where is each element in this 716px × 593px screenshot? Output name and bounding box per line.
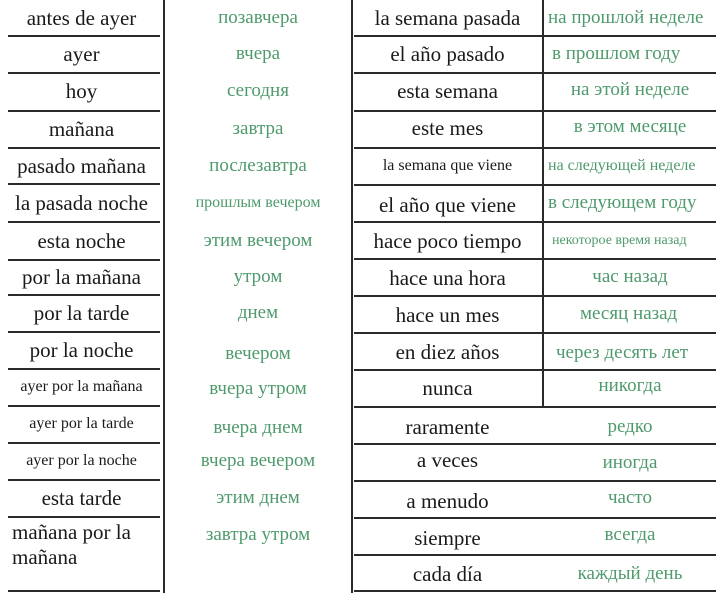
left-ru-cell: позавчера xyxy=(218,7,298,28)
right-es-cell: raramente xyxy=(405,414,490,439)
left-ru-cell: завтра xyxy=(232,118,284,139)
divider-horizontal xyxy=(8,110,160,112)
left-es-cell: la pasada noche xyxy=(15,190,148,215)
left-es-cell: ayer por la mañana xyxy=(20,378,143,395)
left-ru-cell: вчера вечером xyxy=(200,450,316,471)
left-ru-cell: прошлым вечером xyxy=(195,194,321,211)
right-es-cell: cada día xyxy=(412,561,483,586)
divider-horizontal xyxy=(8,183,160,185)
right-es-cell: en diez años xyxy=(395,339,500,364)
divider-horizontal xyxy=(354,72,716,74)
left-ru-cell: вчера утром xyxy=(209,378,307,399)
right-es-cell: a menudo xyxy=(406,488,489,513)
divider-horizontal xyxy=(354,480,716,482)
right-es-cell: la semana que viene xyxy=(382,157,513,174)
divider-vertical xyxy=(163,0,165,593)
divider-horizontal xyxy=(354,590,716,592)
right-ru-cell: на следующей неделе xyxy=(548,157,696,174)
divider-horizontal xyxy=(8,221,160,223)
right-ru-cell: на прошлой неделе xyxy=(548,7,704,28)
divider-horizontal xyxy=(8,147,160,149)
right-ru-cell: иногда xyxy=(602,452,658,473)
divider-horizontal xyxy=(8,368,160,370)
right-ru-cell: часто xyxy=(608,487,652,508)
right-es-cell: hace un mes xyxy=(395,302,500,327)
right-es-cell: este mes xyxy=(411,115,484,140)
left-es-cell: esta noche xyxy=(37,228,126,253)
divider-horizontal xyxy=(8,331,160,333)
left-es-cell: por la tarde xyxy=(33,300,130,325)
right-es-cell: esta semana xyxy=(397,78,498,103)
divider-horizontal xyxy=(354,147,716,149)
right-ru-cell: редко xyxy=(607,416,653,437)
divider-horizontal xyxy=(354,295,716,297)
divider-horizontal xyxy=(8,479,160,481)
left-es-cell: mañana por la mañana xyxy=(12,520,131,569)
right-ru-cell: на этой неделе xyxy=(570,79,690,100)
divider-horizontal xyxy=(354,443,716,445)
left-ru-cell: завтра утром xyxy=(205,524,311,545)
left-es-cell: por la noche xyxy=(29,337,134,362)
divider-horizontal xyxy=(8,35,160,37)
divider-horizontal xyxy=(8,294,160,296)
right-ru-cell: час назад xyxy=(592,266,668,287)
left-ru-cell: вчера днем xyxy=(213,417,303,438)
divider-horizontal xyxy=(354,369,716,371)
left-es-cell: mañana xyxy=(48,116,115,141)
left-es-cell: ayer por la noche xyxy=(26,452,137,469)
left-ru-cell: этим днем xyxy=(216,487,300,508)
left-ru-cell: этим вечером xyxy=(203,230,313,251)
right-es-cell: el año pasado xyxy=(390,41,505,66)
divider-horizontal xyxy=(8,405,160,407)
left-ru-cell: утром xyxy=(233,266,283,287)
right-ru-cell: в этом месяце xyxy=(573,116,687,137)
right-es-cell: el año que viene xyxy=(378,192,517,217)
divider-horizontal xyxy=(354,221,716,223)
left-ru-cell: послезавтра xyxy=(209,155,307,176)
right-es-cell: nunca xyxy=(422,375,473,400)
divider-horizontal xyxy=(8,516,160,518)
divider-horizontal xyxy=(8,72,160,74)
divider-horizontal xyxy=(354,110,716,112)
right-es-cell: hace poco tiempo xyxy=(373,228,522,253)
divider-horizontal xyxy=(8,442,160,444)
left-ru-cell: вечером xyxy=(225,343,291,364)
left-es-cell: ayer por la tarde xyxy=(29,415,134,432)
right-ru-cell: месяц назад xyxy=(580,303,678,324)
divider-horizontal xyxy=(354,258,716,260)
left-es-cell: ayer xyxy=(63,41,100,66)
right-es-cell: la semana pasada xyxy=(374,5,521,30)
divider-vertical xyxy=(542,0,544,408)
divider-horizontal xyxy=(8,259,160,261)
right-ru-cell: никогда xyxy=(598,375,662,396)
right-ru-cell: всегда xyxy=(604,524,656,545)
right-ru-cell: некоторое время назад xyxy=(552,233,687,248)
left-russian-column xyxy=(165,0,351,593)
divider-horizontal xyxy=(354,184,716,186)
left-es-cell: hoy xyxy=(65,78,98,103)
divider-horizontal xyxy=(354,406,716,408)
left-ru-cell: днем xyxy=(237,302,279,323)
right-ru-cell: в прошлом году xyxy=(552,43,681,64)
right-ru-cell: каждый день xyxy=(577,563,683,584)
left-es-cell: antes de ayer xyxy=(26,5,137,30)
left-ru-cell: вчера xyxy=(235,43,281,64)
divider-vertical xyxy=(351,0,353,593)
right-es-cell: hace una hora xyxy=(389,265,506,290)
divider-horizontal xyxy=(354,332,716,334)
right-es-cell: a veces xyxy=(416,447,479,472)
left-es-cell: esta tarde xyxy=(41,485,122,510)
divider-horizontal xyxy=(354,554,716,556)
divider-horizontal xyxy=(354,35,716,37)
left-es-cell: por la mañana xyxy=(22,264,141,289)
right-ru-cell: через десять лет xyxy=(556,342,689,363)
left-spanish-column xyxy=(0,0,163,593)
left-es-cell: pasado mañana xyxy=(17,153,146,178)
left-ru-cell: сегодня xyxy=(227,80,289,101)
right-es-cell: siempre xyxy=(414,525,481,550)
divider-horizontal xyxy=(8,590,160,592)
right-ru-cell: в следующем году xyxy=(548,192,697,213)
divider-horizontal xyxy=(354,517,716,519)
